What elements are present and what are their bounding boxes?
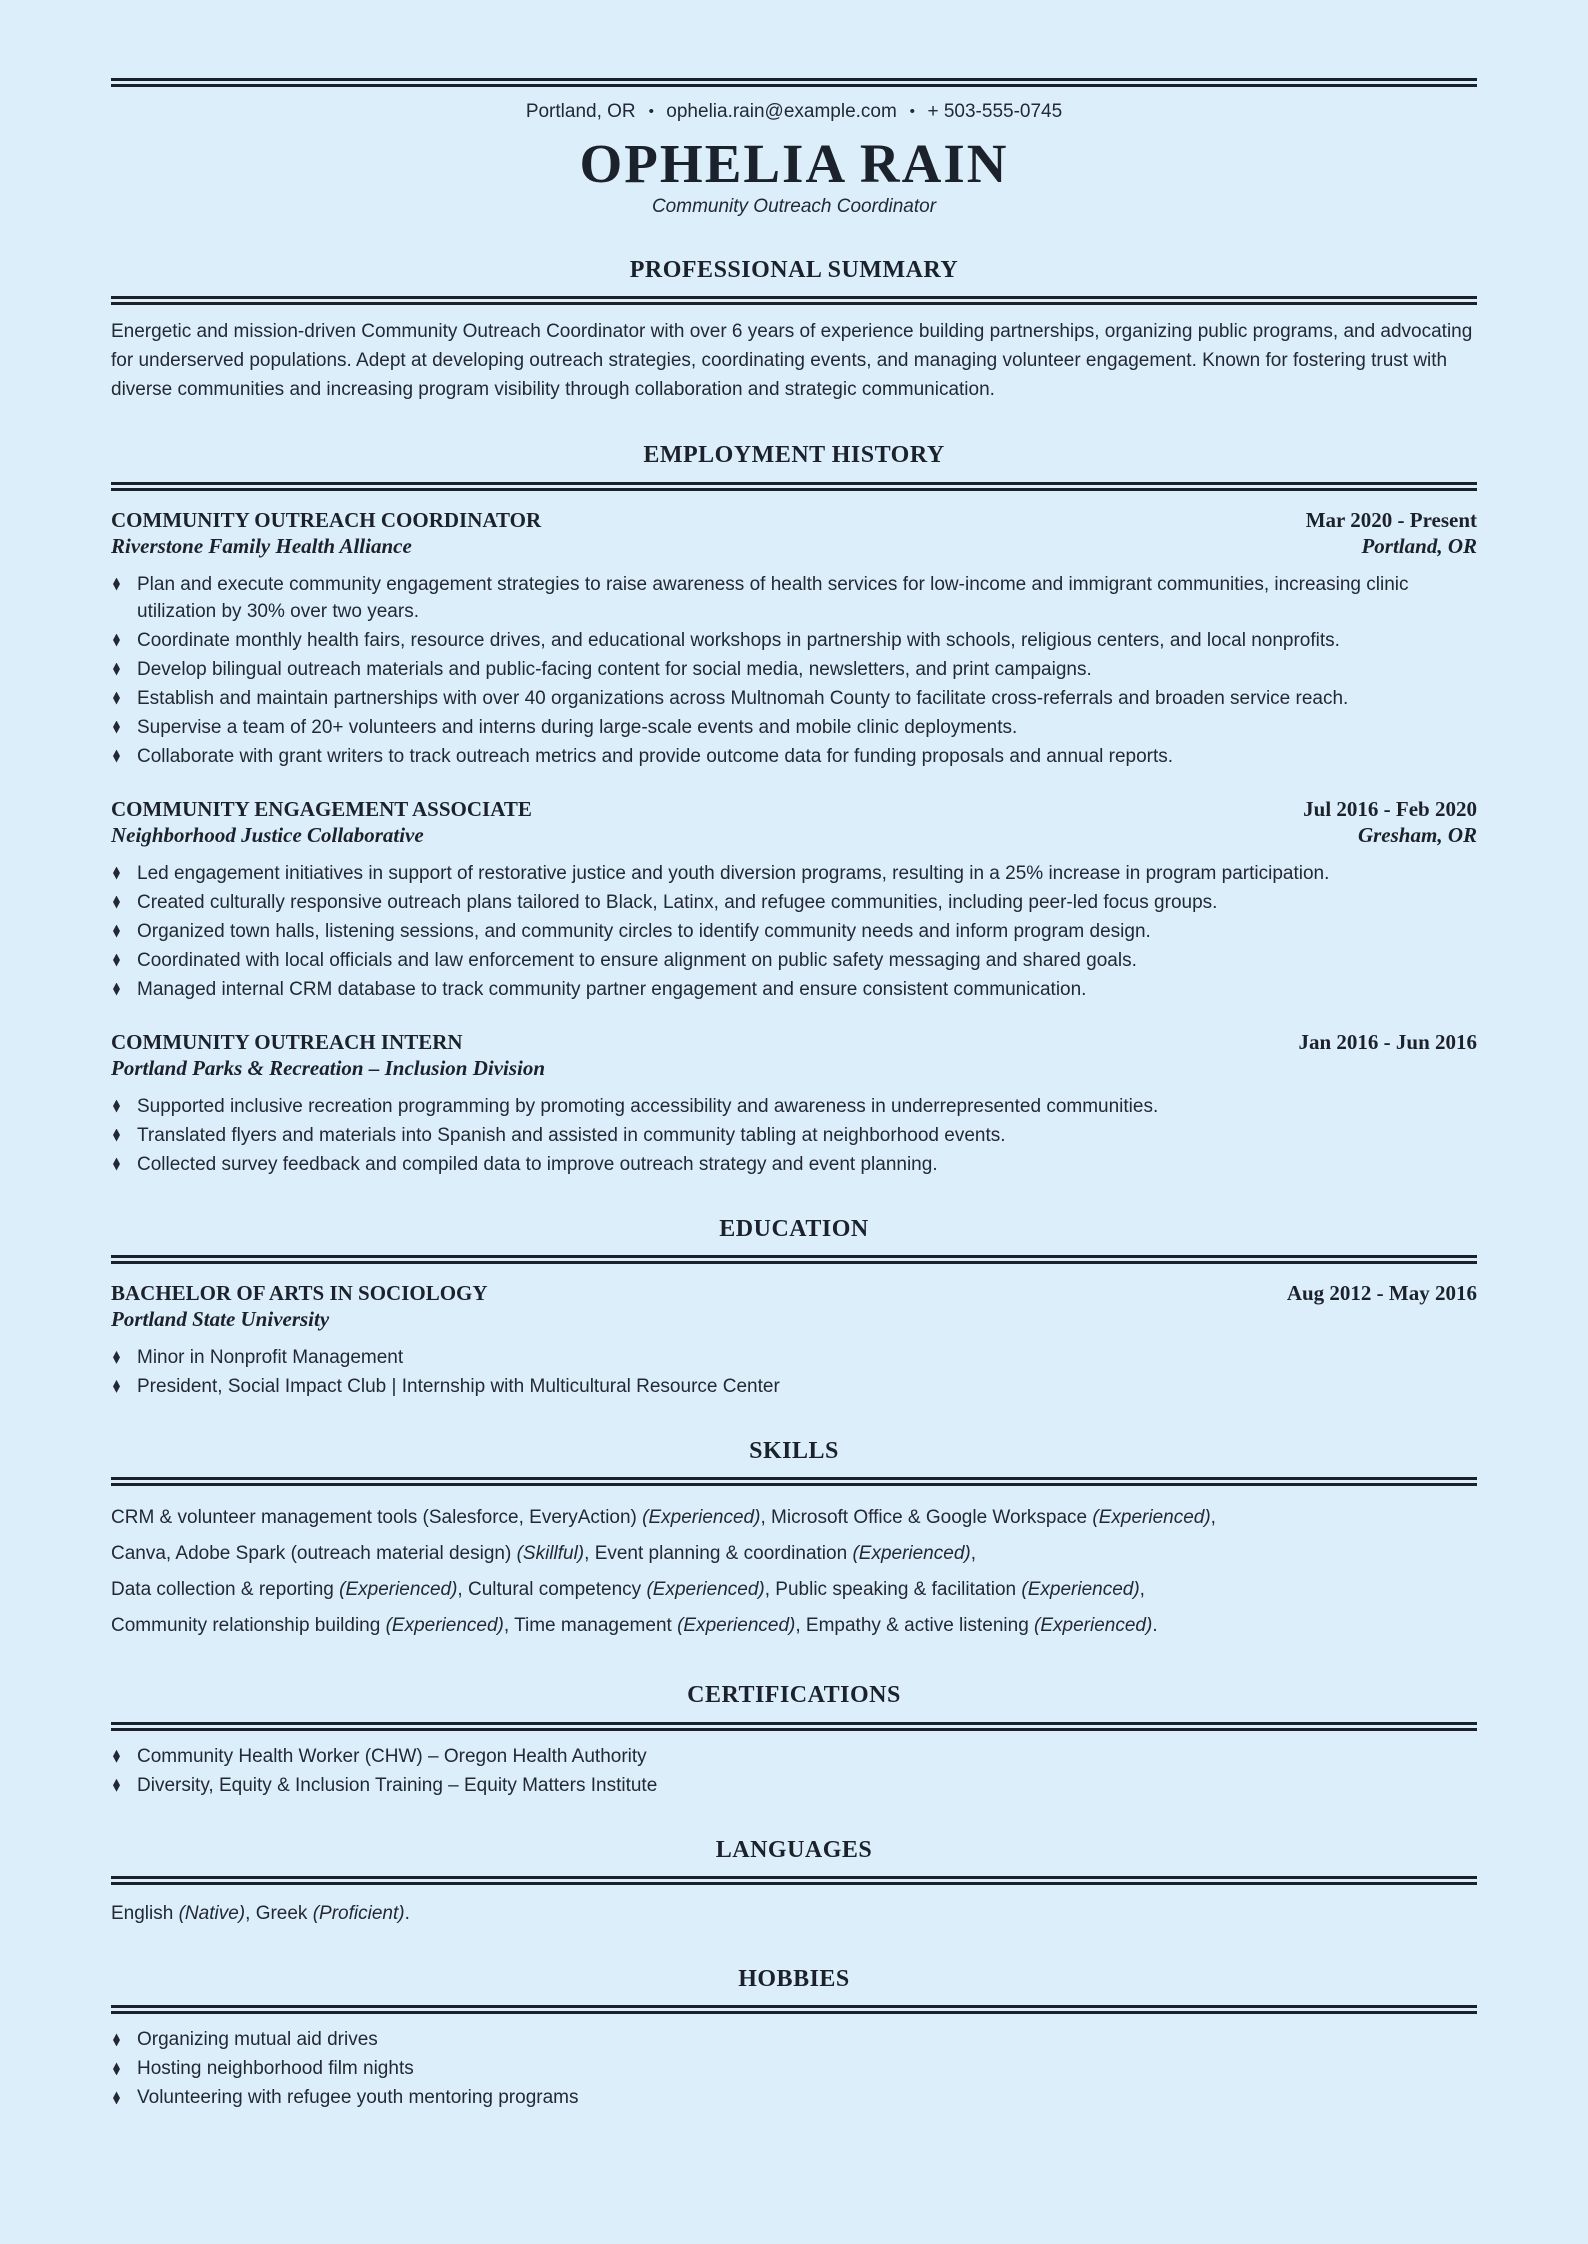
bullet-diamond-icon (113, 634, 120, 647)
job-entry (111, 507, 1477, 770)
skill-name: Time management (514, 1615, 672, 1637)
bullet-text: Supported inclusive recreation programming by promoting accessibility and awareness in underrepresented communities. (137, 1095, 1159, 1117)
bullet-item (111, 1122, 1477, 1149)
bullet-diamond-icon (113, 1750, 120, 1763)
skill-item (775, 1579, 1145, 1600)
bullet-text: Coordinated with local officials and law enforcement to ensure alignment on public safety messaging and shared goals. (137, 949, 1137, 971)
language-name: Greek (255, 1903, 308, 1925)
bullet-text: Led engagement initiatives in support of restorative justice and youth diversion programs, resulting in a 25% increase in program participation. (137, 862, 1330, 884)
education-school: Portland State University (111, 1306, 330, 1331)
skill-separator: , (457, 1579, 463, 1601)
language-name: English (111, 1903, 174, 1925)
skill-name: CRM & volunteer management tools (Salesforce, EveryAction) (111, 1507, 637, 1529)
bullet-diamond-icon (113, 925, 120, 938)
bullet-item (111, 976, 1477, 1003)
section-summary (111, 257, 1477, 404)
languages-text (111, 1899, 1477, 1928)
employment-rule (111, 482, 1477, 491)
education-dates: Aug 2012 - May 2016 (1286, 1280, 1477, 1305)
section-employment (111, 442, 1477, 1177)
bullet-item (111, 918, 1477, 945)
education-rule (111, 1255, 1477, 1264)
skills-heading: SKILLS (749, 1437, 839, 1464)
bullet-diamond-icon (113, 2033, 120, 2046)
skill-level: (Experienced) (1021, 1579, 1140, 1601)
skill-separator: , (764, 1579, 771, 1601)
language-level: (Native) (178, 1903, 246, 1925)
bullet-item (111, 1344, 1477, 1371)
hobbies-heading: HOBBIES (738, 1966, 850, 1993)
bullet-item (111, 571, 1477, 625)
bullet-text: Hosting neighborhood film nights (137, 2058, 414, 2080)
skill-separator: . (1152, 1615, 1158, 1637)
bullet-item (111, 656, 1477, 683)
bullet-item (111, 1093, 1477, 1120)
skill-separator: , (760, 1507, 766, 1529)
bullet-item (111, 627, 1477, 654)
contact-phone: + 503-555-0745 (927, 101, 1063, 122)
skill-item (111, 1615, 509, 1636)
skill-item (111, 1579, 463, 1600)
skill-name: Empathy & active listening (805, 1615, 1029, 1637)
bullet-item (111, 947, 1477, 974)
hobbies-bullet-list (111, 2026, 1477, 2111)
top-rule (111, 78, 1477, 87)
skills-text (111, 1500, 1477, 1644)
hobbies-rule (111, 2005, 1477, 2014)
bullet-diamond-icon (113, 1158, 120, 1171)
skill-level: (Experienced) (1034, 1615, 1153, 1637)
skill-level: (Skillful) (516, 1543, 585, 1565)
skill-item (595, 1543, 976, 1564)
bullet-diamond-icon (113, 983, 120, 996)
skill-level: (Experienced) (677, 1615, 796, 1637)
skill-item (806, 1615, 1158, 1636)
skill-level: (Experienced) (852, 1543, 971, 1565)
bullet-diamond-icon (113, 2091, 120, 2104)
skill-separator: , (503, 1615, 510, 1637)
bullet-text: Collected survey feedback and compiled data to improve outreach strategy and event planning. (137, 1153, 938, 1175)
education-entry (111, 1280, 1477, 1400)
skill-separator: , (584, 1543, 590, 1565)
job-location: Portland, OR (1361, 533, 1477, 558)
bullet-text: Supervise a team of 20+ volunteers and interns during large-scale events and mobile clinic deployments. (137, 716, 1018, 738)
language-item (111, 1903, 250, 1924)
bullet-diamond-icon (113, 1351, 120, 1364)
skill-separator: , (1139, 1579, 1145, 1601)
bullet-diamond-icon (113, 692, 120, 705)
skill-name: Community relationship building (111, 1615, 381, 1637)
contact-location: Portland, OR (525, 101, 636, 122)
bullet-text: Diversity, Equity & Inclusion Training – Equity Matters Institute (137, 1774, 658, 1796)
skills-line (111, 1500, 1477, 1536)
bullet-diamond-icon (113, 954, 120, 967)
language-item (256, 1903, 410, 1924)
job-dates: Mar 2020 - Present (1305, 507, 1477, 532)
job-dates: Jul 2016 - Feb 2020 (1303, 796, 1477, 821)
job-bullet-list (111, 1093, 1477, 1178)
language-separator: , (245, 1903, 251, 1925)
contact-separator-dot: • (909, 103, 915, 120)
section-skills (111, 1438, 1477, 1644)
skills-line (111, 1572, 1477, 1608)
skill-level: (Experienced) (339, 1579, 458, 1601)
bullet-diamond-icon (113, 1100, 120, 1113)
bullet-text: Plan and execute community engagement strategies to raise awareness of health services for low-income and immigrant communities, increasing clinic utilization by 30% over two years. (137, 573, 1409, 622)
bullet-text: Managed internal CRM database to track community partner engagement and ensure consistent communication. (137, 978, 1087, 1000)
job-title: COMMUNITY OUTREACH INTERN (111, 1029, 463, 1054)
bullet-text: Develop bilingual outreach materials and public-facing content for social media, newsletters, and print campaigns. (137, 658, 1092, 680)
skills-rule (111, 1477, 1477, 1486)
job-company: Neighborhood Justice Collaborative (111, 822, 424, 847)
skill-name: Cultural competency (467, 1579, 642, 1601)
bullet-text: Created culturally responsive outreach plans tailored to Black, Latinx, and refugee communities, including peer-led focus groups. (137, 891, 1218, 913)
bullet-item (111, 2055, 1477, 2082)
bullet-item (111, 860, 1477, 887)
job-bullet-list (111, 571, 1477, 770)
languages-rule (111, 1876, 1477, 1885)
skill-name: Canva, Adobe Spark (outreach material design) (111, 1543, 512, 1565)
bullet-text: Translated flyers and materials into Spanish and assisted in community tabling at neighborhood events. (137, 1124, 1006, 1146)
bullet-diamond-icon (113, 663, 120, 676)
skill-item (468, 1579, 770, 1600)
bullet-text: President, Social Impact Club | Internship with Multicultural Resource Center (137, 1375, 780, 1397)
skill-name: Data collection & reporting (111, 1579, 334, 1601)
job-title: COMMUNITY ENGAGEMENT ASSOCIATE (111, 796, 532, 821)
bullet-text: Community Health Worker (CHW) – Oregon Health Authority (137, 1745, 647, 1767)
summary-text: Energetic and mission-driven Community Outreach Coordinator with over 6 years of experience building partnerships, organizing public programs, and advocating for underserved populations. Adept at developing outreach strategies, coordinating events, and managing volunteer engagement. Known for fostering trust with diverse communities and increasing program visibility through collaboration and strategic communication. (111, 321, 1473, 401)
skill-level: (Experienced) (646, 1579, 765, 1601)
job-company: Riverstone Family Health Alliance (111, 533, 412, 558)
job-entry (111, 1029, 1477, 1178)
skill-name: Event planning & coordination (594, 1543, 848, 1565)
summary-rule (111, 296, 1477, 305)
skill-item (111, 1543, 589, 1564)
bullet-item (111, 743, 1477, 770)
education-degree: BACHELOR OF ARTS IN SOCIOLOGY (111, 1280, 488, 1305)
skill-separator: , (1210, 1507, 1216, 1529)
bullet-diamond-icon (113, 750, 120, 763)
bullet-diamond-icon (113, 2062, 120, 2075)
language-separator: . (404, 1903, 410, 1925)
employment-heading: EMPLOYMENT HISTORY (643, 442, 945, 469)
language-level: (Proficient) (312, 1903, 405, 1925)
skill-level: (Experienced) (642, 1507, 761, 1529)
skills-line (111, 1536, 1477, 1572)
skill-item (111, 1507, 766, 1528)
contact-email: ophelia.rain@example.com (666, 101, 897, 122)
skill-level: (Experienced) (1092, 1507, 1211, 1529)
bullet-diamond-icon (113, 1380, 120, 1393)
bullet-diamond-icon (113, 1129, 120, 1142)
bullet-diamond-icon (113, 578, 120, 591)
skill-name: Microsoft Office & Google Workspace (771, 1507, 1088, 1529)
bullet-text: Organized town halls, listening sessions, and community circles to identify community needs and inform program design. (137, 920, 1151, 942)
bullet-diamond-icon (113, 721, 120, 734)
contact-separator-dot: • (648, 103, 654, 120)
skill-item (771, 1507, 1216, 1528)
education-bullet-list (111, 1344, 1477, 1400)
section-languages (111, 1837, 1477, 1928)
bullet-item (111, 2026, 1477, 2053)
skill-level: (Experienced) (385, 1615, 504, 1637)
bullet-item (111, 889, 1477, 916)
languages-heading: LANGUAGES (715, 1836, 873, 1863)
section-hobbies (111, 1966, 1477, 2111)
bullet-item (111, 1772, 1477, 1799)
section-education (111, 1216, 1477, 1400)
education-heading: EDUCATION (719, 1215, 869, 1242)
bullet-item (111, 685, 1477, 712)
resume-header (111, 99, 1477, 219)
certifications-bullet-list (111, 1743, 1477, 1799)
bullet-diamond-icon (113, 1779, 120, 1792)
bullet-diamond-icon (113, 896, 120, 909)
job-location: Gresham, OR (1357, 822, 1477, 847)
bullet-item (111, 2084, 1477, 2111)
section-certifications (111, 1682, 1477, 1798)
contact-line (111, 99, 1477, 125)
bullet-item (111, 1743, 1477, 1770)
skill-separator: , (970, 1543, 976, 1565)
job-entry (111, 796, 1477, 1003)
skill-separator: , (795, 1615, 801, 1637)
candidate-name: OPHELIA RAIN (579, 133, 1009, 194)
bullet-item (111, 1373, 1477, 1400)
candidate-title: Community Outreach Coordinator (651, 195, 937, 217)
bullet-text: Coordinate monthly health fairs, resource drives, and educational workshops in partnership with schools, religious centers, and local nonprofits. (137, 629, 1340, 651)
certifications-rule (111, 1722, 1477, 1731)
bullet-item (111, 714, 1477, 741)
job-company: Portland Parks & Recreation – Inclusion Division (111, 1055, 546, 1080)
skills-line (111, 1608, 1477, 1644)
bullet-text: Collaborate with grant writers to track outreach metrics and provide outcome data for funding proposals and annual reports. (137, 745, 1174, 767)
job-dates: Jan 2016 - Jun 2016 (1298, 1029, 1477, 1054)
job-bullet-list (111, 860, 1477, 1003)
certifications-heading: CERTIFICATIONS (687, 1682, 901, 1709)
bullet-diamond-icon (113, 867, 120, 880)
bullet-text: Volunteering with refugee youth mentoring programs (137, 2087, 579, 2109)
job-title: COMMUNITY OUTREACH COORDINATOR (111, 507, 542, 532)
bullet-text: Organizing mutual aid drives (137, 2029, 378, 2051)
bullet-text: Establish and maintain partnerships with over 40 organizations across Multnomah County to facilitate cross-referrals and broaden service reach. (137, 687, 1349, 709)
skill-name: Public speaking & facilitation (775, 1579, 1017, 1601)
summary-heading: PROFESSIONAL SUMMARY (629, 256, 959, 283)
skill-item (514, 1615, 801, 1636)
bullet-text: Minor in Nonprofit Management (137, 1346, 404, 1368)
bullet-item (111, 1151, 1477, 1178)
